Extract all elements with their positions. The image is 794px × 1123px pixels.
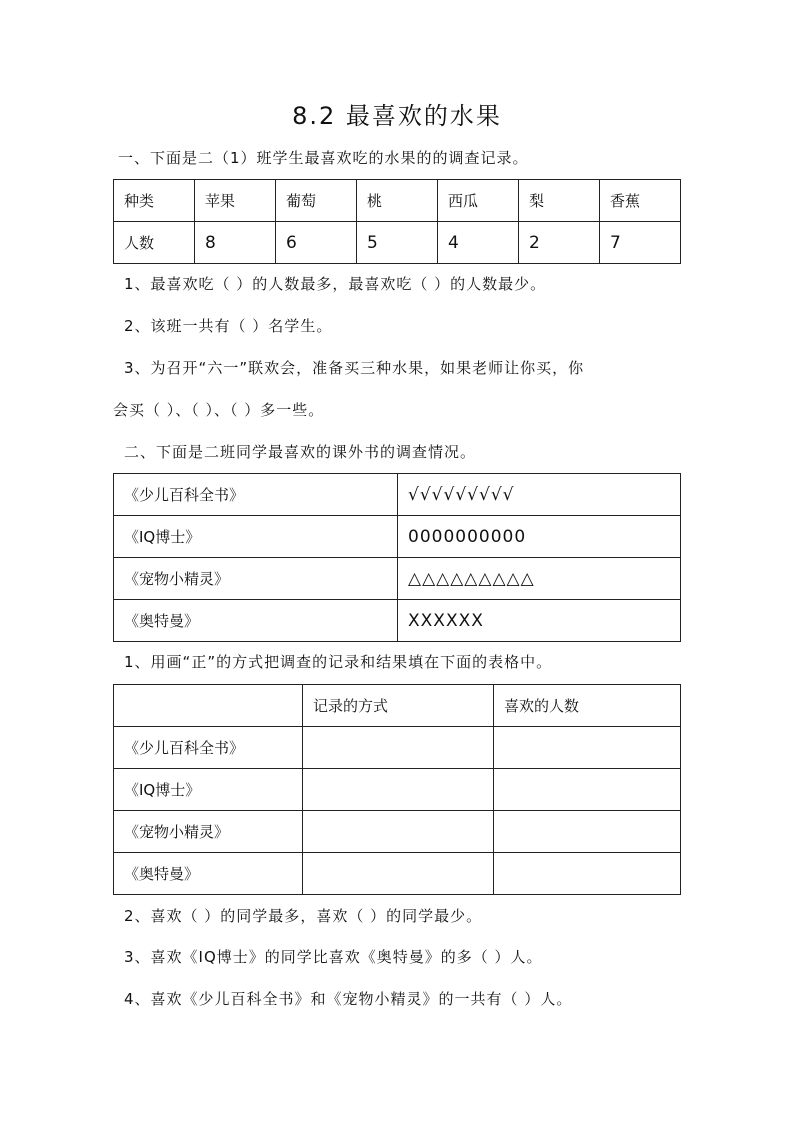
table-row	[114, 685, 681, 727]
book-name: 《少儿百科全书》	[114, 474, 398, 516]
section2-question-3: 3、喜欢《IQ博士》的同学比喜欢《奥特曼》的多（ ）人。	[124, 948, 543, 966]
answer-cell[interactable]	[303, 727, 494, 769]
table-cell: 香蕉	[600, 180, 681, 222]
answer-cell[interactable]	[494, 853, 681, 895]
table-cell: 7	[600, 222, 681, 264]
book-name: 《奥特曼》	[114, 853, 303, 895]
table-row	[114, 853, 681, 895]
table-cell: 葡萄	[276, 180, 357, 222]
table-cell: 西瓜	[438, 180, 519, 222]
section2-question-4: 4、喜欢《少儿百科全书》和《宠物小精灵》的一共有（ ）人。	[124, 990, 573, 1008]
book-name: 《IQ博士》	[114, 516, 398, 558]
table-row	[114, 558, 681, 600]
table-row	[114, 769, 681, 811]
table-cell: 8	[195, 222, 276, 264]
table-cell: 梨	[519, 180, 600, 222]
table-cell: 2	[519, 222, 600, 264]
fruit-survey-table	[113, 179, 681, 264]
answer-cell[interactable]	[494, 769, 681, 811]
table-row	[114, 600, 681, 642]
book-survey-table	[113, 473, 681, 642]
table-cell: 桃	[357, 180, 438, 222]
tally-marks: XXXXXX	[398, 600, 681, 642]
table-cell: 种类	[114, 180, 195, 222]
tally-marks: 0000000000	[398, 516, 681, 558]
question-3-line2: 会买（ ）、（ ）、（ ）多一些。	[113, 401, 325, 419]
table-cell: 苹果	[195, 180, 276, 222]
table-row	[114, 516, 681, 558]
table-row	[114, 811, 681, 853]
tally-marks: △△△△△△△△△	[398, 558, 681, 600]
book-name: 《宠物小精灵》	[114, 558, 398, 600]
table-cell: 6	[276, 222, 357, 264]
question-3-line1: 3、为召开“六一”联欢会，准备买三种水果，如果老师让你买，你	[124, 359, 585, 377]
table-row	[114, 180, 681, 222]
answer-cell[interactable]	[494, 811, 681, 853]
table-header-count: 喜欢的人数	[494, 685, 681, 727]
answer-cell[interactable]	[303, 853, 494, 895]
table-cell: 4	[438, 222, 519, 264]
book-name: 《宠物小精灵》	[114, 811, 303, 853]
table-cell: 5	[357, 222, 438, 264]
book-name: 《奥特曼》	[114, 600, 398, 642]
table-header-record-method: 记录的方式	[303, 685, 494, 727]
section2-question-1: 1、用画“正”的方式把调查的记录和结果填在下面的表格中。	[124, 653, 553, 671]
tally-marks: √√√√√√√√√	[398, 474, 681, 516]
section1-heading: 一、下面是二（1）班学生最喜欢吃的水果的的调查记录。	[118, 149, 529, 167]
question-2: 2、该班一共有（ ）名学生。	[124, 317, 333, 335]
table-cell	[114, 685, 303, 727]
table-cell: 人数	[114, 222, 195, 264]
record-table	[113, 684, 681, 895]
answer-cell[interactable]	[303, 811, 494, 853]
book-name: 《IQ博士》	[114, 769, 303, 811]
answer-cell[interactable]	[303, 769, 494, 811]
answer-cell[interactable]	[494, 727, 681, 769]
page-title: 8.2 最喜欢的水果	[292, 102, 502, 130]
section2-question-2: 2、喜欢（ ）的同学最多，喜欢（ ）的同学最少。	[124, 907, 483, 925]
table-row	[114, 222, 681, 264]
table-row	[114, 474, 681, 516]
question-1: 1、最喜欢吃（ ）的人数最多，最喜欢吃（ ）的人数最少。	[124, 275, 547, 293]
section2-heading: 二、下面是二班同学最喜欢的课外书的调查情况。	[124, 443, 477, 461]
book-name: 《少儿百科全书》	[114, 727, 303, 769]
table-row	[114, 727, 681, 769]
